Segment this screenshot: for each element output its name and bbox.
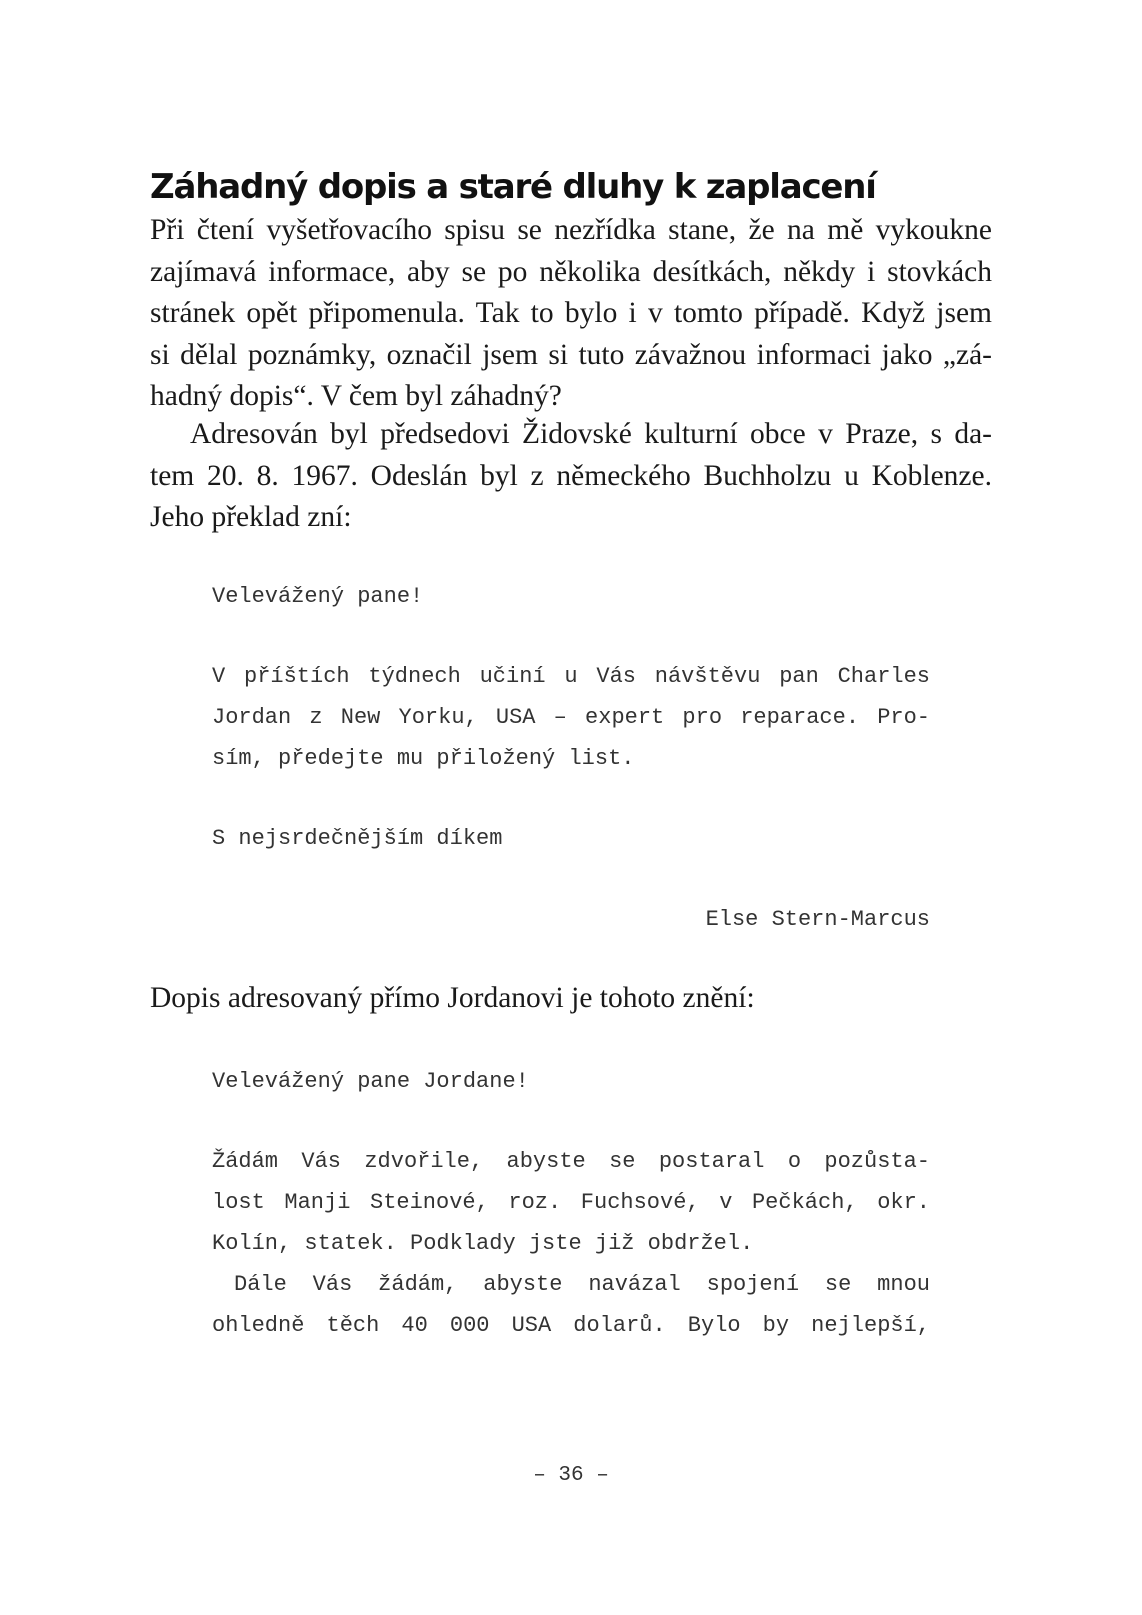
text-line: S nejsrdečnějším díkem [212,826,503,851]
text-line: stránek opět připomenula. Tak to bylo i v tomto případě. Když jsem [150,297,992,329]
paragraph-intro [150,210,992,418]
page-number: – 36 – [533,1464,609,1487]
letter-2-body [212,1141,930,1346]
text-line: Dále Vás žádám, abyste navázal spojení se mnou [234,1272,930,1297]
text-line: si dělal poznámky, označil jsem si tuto závažnou informaci jako „zá- [150,338,992,371]
text-line: Velevážený pane Jordane! [212,1069,529,1094]
text-line: lost Manji Steinové, roz. Fuchsové, v Pečkách, okr. [212,1190,930,1215]
paragraph-second-letter-intro [150,978,992,1020]
text-line: ohledně těch 40 000 USA dolarů. Bylo by nejlepší, [212,1313,930,1338]
paragraph-address [150,414,992,539]
text-line: Jeho překlad zní: [150,501,352,533]
text-line: Jordan z New Yorku, USA – expert pro reparace. Pro- [212,705,930,730]
text-line: zajímavá informace, aby se po několika desítkách, někdy i stovkách [150,255,992,288]
text-line: tem 20. 8. 1967. Odeslán byl z německého Buchholzu u Koblenze. [150,459,992,492]
letter-2-salutation [212,1061,930,1102]
text-line: Adresován byl předsedovi Židovské kulturní obce v Praze, s da- [190,418,992,450]
text-line: sím, předejte mu přiložený list. [212,746,635,771]
letter-1-signature [212,899,930,940]
letter-1-closing [212,818,930,859]
letter-1-salutation [212,576,930,617]
letter-1-body [212,656,930,779]
chapter-heading: Záhadný dopis a staré dluhy k zaplacení [150,167,876,207]
text-line: Dopis adresovaný přímo Jordanovi je tohoto znění: [150,982,755,1014]
text-line: Kolín, statek. Podklady jste již obdržel. [212,1231,754,1256]
text-line: hadný dopis“. V čem byl záhadný? [150,380,562,412]
text-line: Else Stern-Marcus [705,907,930,932]
text-line: V příštích týdnech učiní u Vás návštěvu pan Charles [212,664,930,689]
text-line: Žádám Vás zdvořile, abyste se postaral o pozůsta- [212,1149,930,1174]
text-line: Velevážený pane! [212,584,424,609]
text-line: Při čtení vyšetřovacího spisu se nezřídka stane, že na mě vykoukne [150,214,992,246]
